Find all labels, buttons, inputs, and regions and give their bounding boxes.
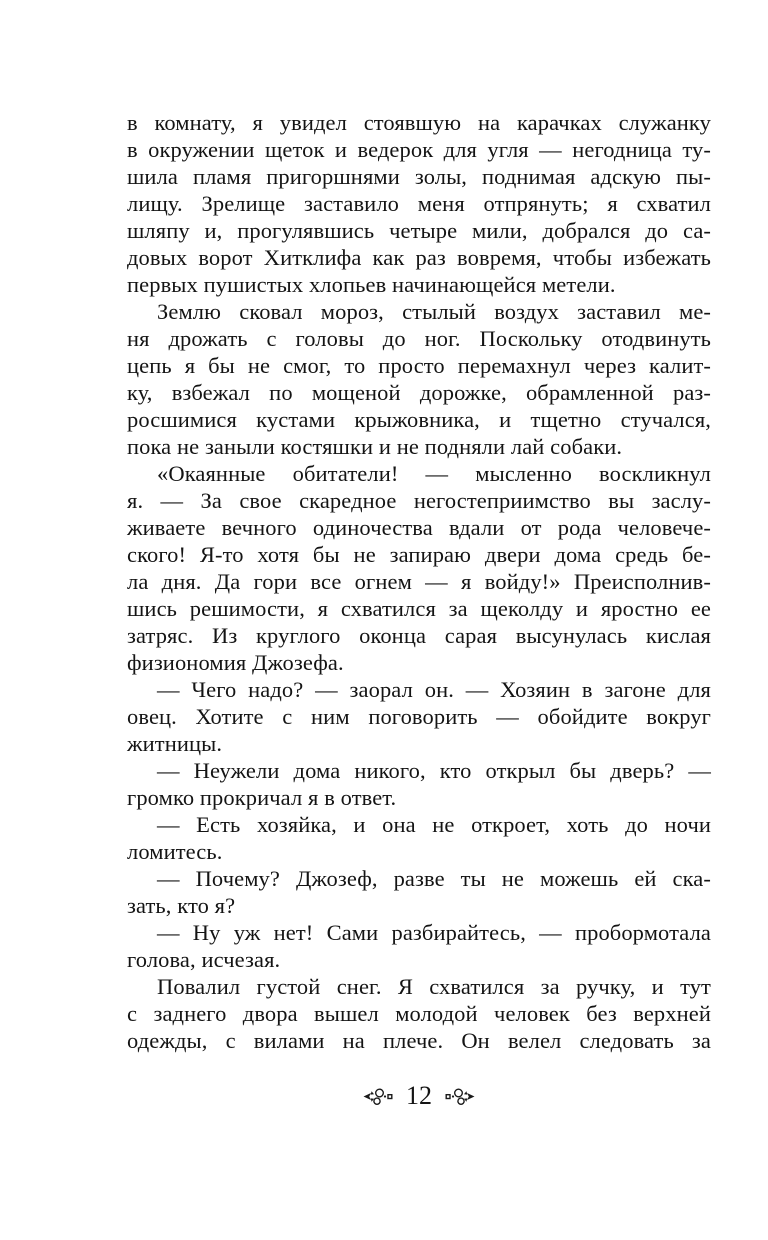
text-line: пока не заныли костяшки и не подняли лай собаки. — [127, 434, 623, 459]
text-line: первых пушистых хлопьев начинающейся метели. — [127, 272, 616, 297]
fleuron-left-icon — [363, 1086, 394, 1107]
text-line: — Есть хозяйка, и она не откроет, хоть до ночи — [157, 812, 711, 837]
paragraph — [127, 109, 711, 298]
page-number: 12 — [406, 1081, 432, 1110]
paragraph — [127, 757, 711, 811]
text-line: овец. Хотите с ним поговорить — обойдите вокруг — [127, 704, 711, 729]
text-line: ского! Я-то хотя бы не запираю двери дома средь бе- — [127, 542, 711, 567]
paragraph — [127, 460, 711, 676]
text-line: в окружении щеток и ведерок для угля — негодница ту- — [127, 137, 711, 162]
text-line: цепь я бы не смог, то просто перемахнул через калит- — [127, 353, 711, 378]
text-line: одежды, с вилами на плече. Он велел следовать за — [127, 1028, 711, 1053]
text-line: шись решимости, я схватился за щеколду и яростно ее — [127, 596, 711, 621]
text-line: зать, кто я? — [127, 893, 236, 918]
text-line: ломитесь. — [127, 839, 223, 864]
text-line: — Ну уж нет! Сами разбирайтесь, — пробормотала — [157, 920, 711, 945]
text-line: шила пламя пригоршнями золы, поднимая адскую пы- — [127, 164, 711, 189]
text-line: голова, исчезая. — [127, 947, 281, 972]
paragraph — [127, 865, 711, 919]
text-line: с заднего двора вышел молодой человек без верхней — [127, 1001, 711, 1026]
text-line: ку, взбежал по мощеной дорожке, обрамленной раз- — [127, 380, 711, 405]
text-line: я. — За свое скаредное негостеприимство вы заслу- — [127, 488, 711, 513]
text-line: росшимися кустами крыжовника, и тщетно стучался, — [127, 407, 711, 432]
text-line: лищу. Зрелище заставило меня отпрянуть; я схватил — [127, 191, 711, 216]
text-line: «Окаянные обитатели! — мысленно воскликнул — [157, 461, 711, 486]
paragraph — [127, 973, 711, 1054]
text-line: ня дрожать с головы до ног. Поскольку отодвинуть — [127, 326, 711, 351]
text-line: шляпу и, прогулявшись четыре мили, добрался до са- — [127, 218, 711, 243]
text-line: — Неужели дома никого, кто открыл бы дверь? — — [157, 758, 711, 783]
text-line: довых ворот Хитклифа как раз вовремя, чтобы избежать — [127, 245, 711, 270]
fleuron-right-icon — [444, 1086, 475, 1107]
text-line: живаете вечного одиночества вдали от рода человече- — [127, 515, 711, 540]
text-line: громко прокричал я в ответ. — [127, 785, 397, 810]
text-line: — Почему? Джозеф, разве ты не можешь ей ска- — [157, 866, 711, 891]
text-line: ла дня. Да гори все огнем — я войду!» Преисполнив- — [127, 569, 711, 594]
text-line: — Чего надо? — заорал он. — Хозяин в загоне для — [157, 677, 711, 702]
text-column — [127, 109, 711, 1054]
text-line: Повалил густой снег. Я схватился за ручку, и тут — [157, 974, 711, 999]
text-line: затряс. Из круглого оконца сарая высунулась кислая — [127, 623, 711, 648]
text-line: житницы. — [127, 731, 223, 756]
text-line: в комнату, я увидел стоявшую на карачках служанку — [127, 110, 711, 135]
page-footer — [127, 1079, 711, 1113]
paragraph — [127, 298, 711, 460]
paragraph — [127, 919, 711, 973]
paragraph — [127, 676, 711, 757]
text-line: физиономия Джозефа. — [127, 650, 344, 675]
paragraph — [127, 811, 711, 865]
text-line: Землю сковал мороз, стылый воздух заставил ме- — [157, 299, 711, 324]
